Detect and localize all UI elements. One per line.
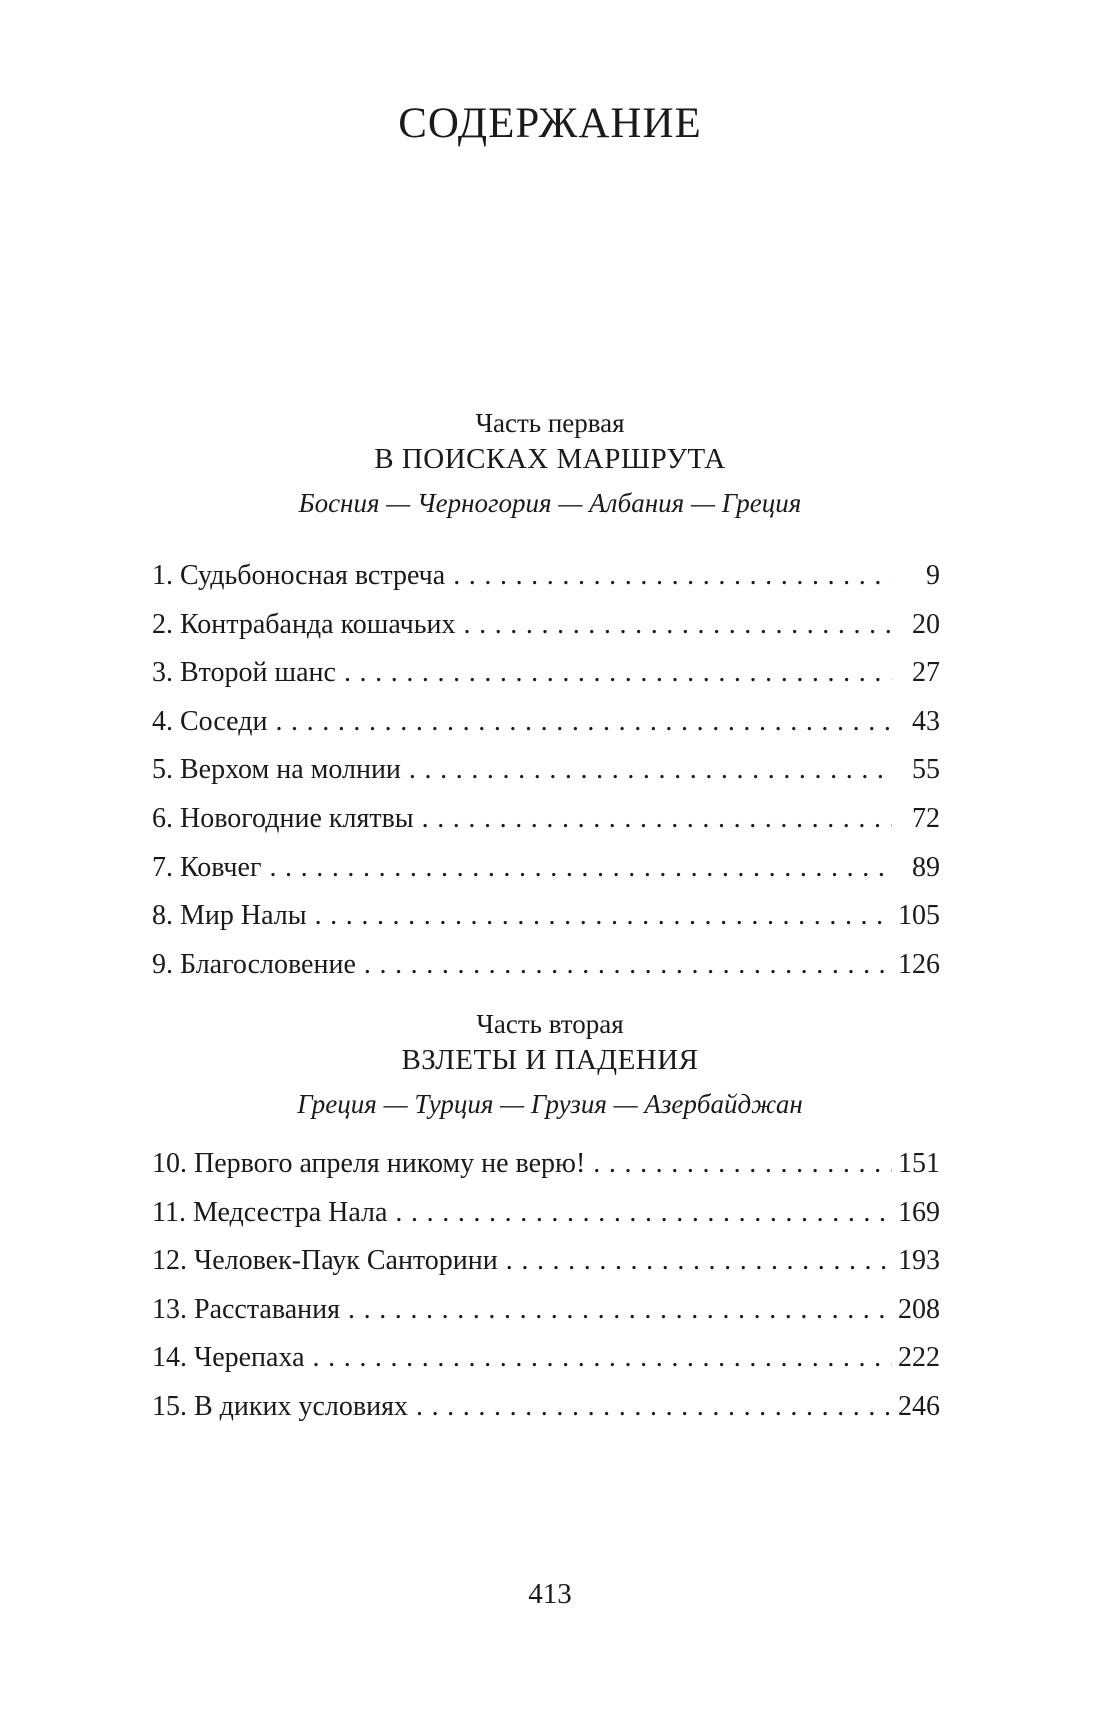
chapter-title: 2. Контрабанда кошачьих <box>152 608 456 640</box>
chapter-page: 193 <box>898 1245 940 1277</box>
dot-leader <box>409 746 892 795</box>
toc-entry[interactable] <box>152 1286 940 1335</box>
dot-leader <box>364 941 892 990</box>
chapter-page: 126 <box>898 948 940 980</box>
dot-leader <box>506 1237 892 1286</box>
chapter-page: 105 <box>898 900 940 932</box>
dot-leader <box>416 1383 892 1432</box>
toc-entry[interactable] <box>152 1189 940 1238</box>
chapter-title: 15. В диких условиях <box>152 1390 408 1422</box>
dot-leader <box>464 601 893 650</box>
chapter-page: 89 <box>912 851 940 883</box>
part-route: Греция — Турция — Грузия — Азербайджан <box>297 1089 803 1119</box>
toc-entry[interactable] <box>152 698 940 747</box>
page-title: СОДЕРЖАНИЕ <box>398 100 702 147</box>
toc-list-part-1 <box>152 552 940 989</box>
chapter-title: 13. Расставания <box>152 1293 340 1325</box>
dot-leader <box>313 1334 892 1383</box>
chapter-page: 20 <box>912 608 940 640</box>
part-label: Часть первая <box>475 408 625 438</box>
chapter-page: 72 <box>912 802 940 834</box>
chapter-title: 5. Верхом на молнии <box>152 754 401 786</box>
chapter-title: 7. Ковчег <box>152 851 262 883</box>
chapter-title: 9. Благословение <box>152 948 356 980</box>
toc-entry[interactable] <box>152 746 940 795</box>
page-number: 413 <box>528 1578 572 1610</box>
chapter-title: 12. Человек-Паук Санторини <box>152 1245 498 1277</box>
part-label: Часть вторая <box>476 1009 624 1039</box>
dot-leader <box>395 1189 892 1238</box>
toc-entry[interactable] <box>152 649 940 698</box>
dot-leader <box>344 649 892 698</box>
chapter-title: 3. Второй шанс <box>152 657 336 689</box>
part-route: Босния — Черногория — Албания — Греция <box>298 488 802 518</box>
dot-leader <box>348 1286 892 1335</box>
part-header-2 <box>0 1007 1100 1121</box>
part-title: В ПОИСКАХ МАРШРУТА <box>374 443 726 475</box>
chapter-page: 208 <box>898 1293 940 1325</box>
chapter-page: 55 <box>912 754 940 786</box>
toc-list-part-2 <box>152 1140 940 1432</box>
part-title: ВЗЛЕТЫ И ПАДЕНИЯ <box>401 1044 699 1076</box>
dot-leader <box>593 1140 892 1189</box>
toc-entry[interactable] <box>152 1140 940 1189</box>
toc-entry[interactable] <box>152 844 940 893</box>
dot-leader <box>453 552 892 601</box>
chapter-page: 27 <box>912 657 940 689</box>
toc-entry[interactable] <box>152 601 940 650</box>
chapter-title: 11. Медсестра Нала <box>152 1196 388 1228</box>
toc-entry[interactable] <box>152 1237 940 1286</box>
chapter-title: 8. Мир Налы <box>152 900 307 932</box>
toc-entry[interactable] <box>152 1383 940 1432</box>
chapter-page: 151 <box>898 1148 940 1179</box>
toc-entry[interactable] <box>152 795 940 844</box>
chapter-page: 246 <box>898 1390 940 1422</box>
dot-leader <box>269 844 892 893</box>
chapter-page: 43 <box>912 705 940 737</box>
dot-leader <box>315 892 892 941</box>
part-header-1 <box>0 406 1100 520</box>
dot-leader <box>275 698 892 747</box>
chapter-title: 10. Первого апреля никому не верю! <box>152 1148 586 1179</box>
dot-leader <box>422 795 892 844</box>
toc-entry[interactable] <box>152 552 940 601</box>
chapter-page: 169 <box>898 1196 940 1228</box>
chapter-title: 14. Черепаха <box>152 1342 305 1374</box>
chapter-title: 6. Новогодние клятвы <box>152 802 414 834</box>
chapter-title: 4. Соседи <box>152 705 268 737</box>
chapter-page: 222 <box>898 1342 940 1374</box>
toc-entry[interactable] <box>152 892 940 941</box>
chapter-page: 9 <box>926 560 940 591</box>
toc-entry[interactable] <box>152 941 940 990</box>
chapter-title: 1. Судьбоносная встреча <box>152 560 446 591</box>
toc-entry[interactable] <box>152 1334 940 1383</box>
